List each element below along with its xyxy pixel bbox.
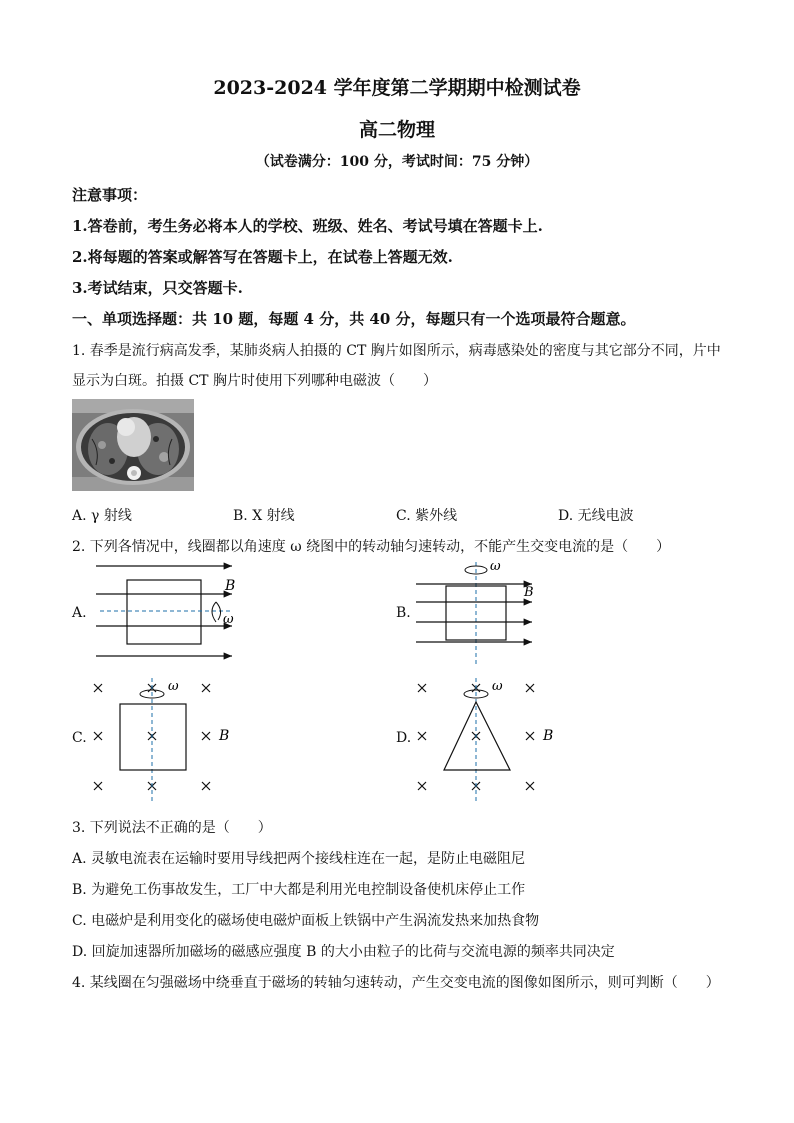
omega-label: ω: [490, 560, 501, 574]
q1-option-c: C. 紫外线: [396, 508, 458, 524]
ct-scan-image: [72, 399, 194, 491]
omega-label: ω: [223, 612, 234, 627]
q3-option-b: B. 为避免工伤事故发生，工厂中大都是利用光电控制设备使机床停止工作: [72, 882, 526, 898]
notice-item: 2.将每题的答案或解答写在答题卡上，在试卷上答题无效.: [72, 248, 453, 266]
q2-label-d: D.: [396, 730, 412, 746]
q1-option-d: D. 无线电波: [558, 508, 634, 524]
subject-title: 高二物理: [358, 119, 435, 141]
q2-label-c: C.: [72, 730, 87, 746]
q1-option-b: B. X 射线: [233, 508, 295, 524]
notice-item: 1.答卷前，考生务必将本人的学校、班级、姓名、考试号填在答题卡上.: [72, 217, 543, 235]
question-1-line-2: 显示为白斑。拍摄 CT 胸片时使用下列哪种电磁波（ ）: [72, 373, 437, 389]
q2-figure-a: [92, 558, 242, 666]
q3-option-c: C. 电磁炉是利用变化的磁场使电磁炉面板上铁锅中产生涡流发热来加热食物: [72, 913, 540, 929]
question-2-stem: 2. 下列各情况中，线圈都以角速度 ω 绕图中的转动轴匀速转动，不能产生交变电流的是（ ）: [72, 539, 671, 555]
notice-item: 3.考试结束，只交答题卡.: [72, 279, 243, 297]
exam-info: （试卷满分：100 分，考试时间：75 分钟）: [255, 154, 539, 170]
q1-option-a: A. γ 射线: [72, 508, 132, 524]
field-b-label: B: [524, 585, 534, 600]
exam-title: 2023-2024 学年度第二学期期中检测试卷: [213, 77, 581, 99]
q2-figure-b: [412, 560, 562, 666]
q2-figure-c: [88, 676, 248, 804]
omega-label: ω: [492, 679, 503, 694]
field-b-label: B: [219, 728, 230, 744]
q2-label-b: B.: [396, 605, 411, 621]
q3-option-d: D. 回旋加速器所加磁场的磁感应强度 B 的大小由粒子的比荷与交流电源的频率共同决定: [72, 944, 615, 960]
omega-label: ω: [168, 679, 179, 694]
q2-figure-d: [412, 676, 572, 804]
q3-option-a: A. 灵敏电流表在运输时要用导线把两个接线柱连在一起，是防止电磁阻尼: [72, 851, 526, 867]
notice-heading: 注意事项：: [72, 186, 148, 204]
field-b-label: B: [543, 728, 554, 744]
question-1-line-1: 1. 春季是流行病高发季，某肺炎病人拍摄的 CT 胸片如图所示，病毒感染处的密度与其它部分不同，片中: [72, 343, 721, 359]
section-heading: 一、单项选择题：共 10 题，每题 4 分，共 40 分，每题只有一个选项最符合题意。: [72, 310, 636, 328]
question-4-stem: 4. 某线圈在匀强磁场中绕垂直于磁场的转轴匀速转动，产生交变电流的图像如图所示，则可判断（ ）: [72, 975, 720, 991]
q2-label-a: A.: [72, 605, 87, 621]
field-b-label: B: [225, 578, 236, 594]
question-3-stem: 3. 下列说法不正确的是（ ）: [72, 820, 272, 836]
